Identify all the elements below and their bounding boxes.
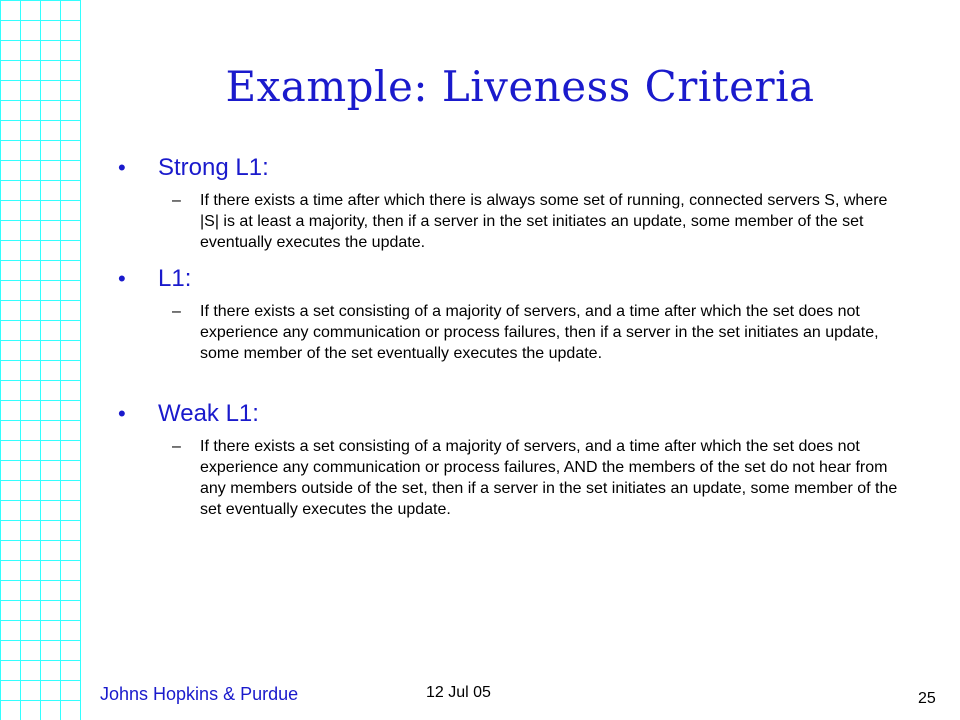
heading-weak-l1: Weak L1:	[158, 400, 259, 427]
bullet-heading	[118, 263, 918, 295]
section-strong-l1	[118, 152, 918, 253]
section-weak-l1	[118, 398, 918, 520]
slide-content	[118, 152, 918, 520]
decorative-grid	[0, 0, 81, 720]
section-l1	[118, 263, 918, 364]
sub-bullet	[118, 190, 900, 253]
sub-bullet	[118, 436, 900, 520]
bullet-icon: •	[118, 155, 126, 180]
bullet-icon: •	[118, 401, 126, 426]
slide-title: Example: Liveness Criteria	[225, 62, 815, 111]
heading-l1: L1:	[158, 265, 192, 292]
dash-icon: –	[172, 303, 181, 320]
text-l1: If there exists a set consisting of a majority of servers, and a time after which the set does not experience any communication or process failures, then if a server in the set initiates an update, some member of the set eventually executes the update.	[200, 303, 879, 362]
footer-organization: Johns Hopkins & Purdue	[100, 684, 299, 704]
footer-date: 12 Jul 05	[426, 684, 491, 701]
bullet-heading	[118, 398, 918, 430]
dash-icon: –	[172, 192, 181, 209]
heading-strong-l1: Strong L1:	[158, 154, 269, 181]
bullet-heading	[118, 152, 918, 184]
page-number: 25	[918, 690, 936, 707]
text-weak-l1: If there exists a set consisting of a majority of servers, and a time after which the set does not experience any communication or process failures, AND the members of the set do not hear from any members outside of the set, then if a server in the set initiates an update, some member of the set eventually executes the update.	[200, 438, 898, 518]
dash-icon: –	[172, 438, 181, 455]
text-strong-l1: If there exists a time after which there is always some set of running, connected servers S, where |S| is at least a majority, then if a server in the set initiates an update, some member of the set eventually executes the update.	[200, 192, 888, 251]
sub-bullet	[118, 301, 900, 364]
bullet-icon: •	[118, 266, 126, 291]
